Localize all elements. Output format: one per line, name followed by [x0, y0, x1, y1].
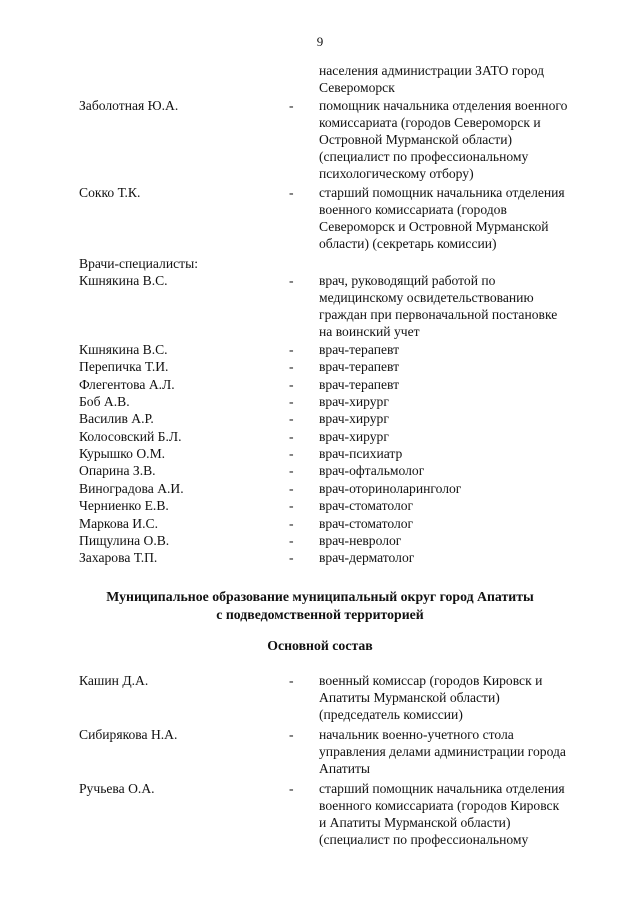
municipality-heading: Муниципальное образование муниципальный округ город Апатиты с подведомственной территорией	[106, 589, 534, 622]
person-role: врач-хирург	[319, 394, 389, 410]
person-name: Перепичка Т.И.	[79, 359, 169, 375]
separator-dash: -	[289, 411, 294, 427]
person-role: старший помощник начальника отделения военного комиссариата (городов Кировск и Апатиты Мурманской области) (специалист по профессиональному	[319, 781, 565, 847]
separator-dash: -	[289, 727, 294, 742]
person-role: начальник военно-учетного стола управления делами администрации города Апатиты	[319, 727, 566, 776]
separator-dash: -	[289, 532, 294, 548]
person-role: врач-оториноларинголог	[319, 480, 462, 496]
separator-dash: -	[289, 428, 294, 444]
person-role: старший помощник начальника отделения военного комиссариата (городов Североморск и Островной Мурманской области) (секретарь комиссии)	[319, 185, 565, 251]
person-name: Виноградова А.И.	[79, 480, 184, 496]
person-role: врач-терапевт	[319, 342, 400, 357]
person-role: врач-терапевт	[319, 376, 400, 392]
separator-dash: -	[289, 98, 294, 113]
person-role: врач-хирург	[319, 428, 389, 444]
person-name: Маркова И.С.	[79, 515, 158, 531]
person-name: Боб А.В.	[79, 394, 130, 410]
person-name: Захарова Т.П.	[79, 550, 158, 566]
person-role: врач-офтальмолог	[319, 463, 425, 479]
separator-dash: -	[289, 463, 294, 479]
person-role: врач-невролог	[319, 532, 402, 548]
person-name: Курышко О.М.	[79, 446, 166, 462]
person-name: Сокко Т.К.	[79, 185, 141, 200]
person-name: Ручьева О.А.	[79, 781, 155, 796]
person-role: населения администрации ЗАТО город Североморск	[319, 63, 545, 95]
separator-dash: -	[289, 515, 294, 531]
specialists-label: Врачи-специалисты:	[79, 256, 198, 271]
separator-dash: -	[289, 394, 294, 410]
person-role: врач-психиатр	[319, 446, 403, 462]
person-role: врач-стоматолог	[319, 498, 414, 514]
person-name: Кшнякина В.С.	[79, 342, 168, 357]
person-role: врач-дерматолог	[319, 550, 415, 566]
separator-dash: -	[289, 185, 294, 200]
person-name: Колосовский Б.Л.	[79, 428, 182, 444]
person-name: Сибирякова Н.А.	[79, 727, 178, 742]
separator-dash: -	[289, 550, 294, 566]
person-name: Василив А.Р.	[79, 411, 154, 427]
separator-dash: -	[289, 480, 294, 496]
person-role: врач-хирург	[319, 411, 389, 427]
person-name: Черниенко Е.В.	[79, 498, 169, 514]
separator-dash: -	[289, 359, 294, 375]
separator-dash: -	[289, 781, 294, 796]
person-name: Заболотная Ю.А.	[79, 98, 179, 113]
separator-dash: -	[289, 446, 294, 462]
person-name: Опарина З.В.	[79, 463, 156, 479]
person-role: врач-терапевт	[319, 359, 400, 375]
person-name: Флегентова А.Л.	[79, 376, 175, 392]
person-name: Кашин Д.А.	[79, 673, 149, 688]
person-name: Пищулина О.В.	[79, 532, 170, 548]
person-role: врач, руководящий работой по медицинскому освидетельствованию граждан при первоначальной постановке на воинский учет	[319, 273, 558, 339]
person-name: Кшнякина В.С.	[79, 273, 168, 288]
composition-heading: Основной состав	[267, 638, 373, 653]
page-number: 9	[316, 34, 324, 49]
person-role: военный комиссар (городов Кировск и Апатиты Мурманской области) (председатель комиссии)	[319, 673, 543, 722]
person-role: врач-стоматолог	[319, 515, 414, 531]
separator-dash: -	[289, 498, 294, 514]
separator-dash: -	[289, 673, 294, 688]
separator-dash: -	[289, 376, 294, 392]
person-role: помощник начальника отделения военного комиссариата (городов Североморск и Островной Мурманской области) (специалист по профессиональному психологическому отбору)	[319, 98, 568, 181]
separator-dash: -	[289, 273, 294, 288]
separator-dash: -	[289, 342, 294, 357]
